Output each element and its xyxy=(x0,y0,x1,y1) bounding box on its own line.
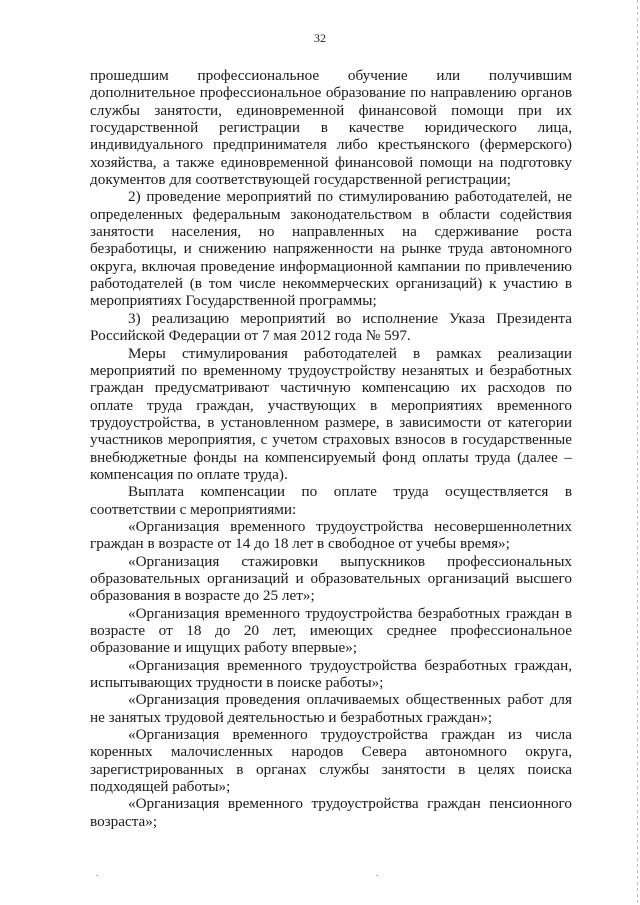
paragraph: «Организация временного трудоустройства граждан пенсионного возраста»; xyxy=(90,795,572,830)
paragraph: прошедшим профессиональное обучение или получившим дополнительное профессиональное образование по направлению органов службы занятости, единовременной финансовой помощи при их государственной регистрации в качестве юридического лица, индивидуального предпринимателя либо крестьянского (фермерского) хозяйства, а также единовременной финансовой помощи на подготовку документов для соответствующей государственной регистрации; xyxy=(90,67,572,189)
scan-edge-line xyxy=(637,0,638,905)
paragraph: «Организация проведения оплачиваемых общественных работ для не занятых трудовой деятельностью и безработных граждан»; xyxy=(90,691,572,726)
scan-speck: . xyxy=(376,868,379,878)
page-number: 32 xyxy=(314,31,326,45)
paragraph: «Организация временного трудоустройства безработных граждан, испытывающих трудности в поиске работы»; xyxy=(90,656,572,692)
scan-speck: . xyxy=(96,868,99,878)
paragraph: «Организация временного трудоустройства граждан из числа коренных малочисленных народов Севера автономного округа, зарегистрированных в органах службы занятости в целях поиска подходящей работы»; xyxy=(90,726,572,796)
paragraph: 3) реализацию мероприятий во исполнение Указа Президента Российской Федерации от 7 мая 2012 года № 597. xyxy=(90,309,572,345)
paragraph: «Организация стажировки выпускников профессиональных образовательных организаций и образовательных организаций высшего образования в возрасте до 25 лет»; xyxy=(90,552,572,605)
paragraph: Выплата компенсации по оплате труда осуществляется в соответствии с мероприятиями: xyxy=(90,483,572,518)
document-body xyxy=(90,67,572,830)
paragraph: «Организация временного трудоустройства безработных граждан в возрасте от 18 до 20 лет, имеющих среднее профессиональное образование и ищущих работу впервые»; xyxy=(90,604,572,657)
paragraph: 2) проведение мероприятий по стимулированию работодателей, не определенных федеральным законодательством в области содействия занятости населения, но направленных на сдерживание роста безработицы, и снижению напряженности на рынке труда автономного округа, включая проведение информационной кампании по привлечению работодателей (в том числе некоммерческих организаций) к участию в мероприятиях Государственной программы; xyxy=(90,188,572,310)
paragraph: «Организация временного трудоустройства несовершеннолетних граждан в возрасте от 14 до 18 лет в свободное от учебы время»; xyxy=(90,517,572,553)
paragraph: Меры стимулирования работодателей в рамках реализации мероприятий по временному трудоустройству незанятых и безработных граждан предусматривают частичную компенсацию их расходов по оплате труда граждан, участвующих в мероприятиях временного трудоустройства, в установленном размере, в зависимости от категории участников мероприятия, с учетом страховых взносов в государственные внебюджетные фонды на компенсируемый фонд оплаты труда (далее – компенсация по оплате труда). xyxy=(90,344,572,483)
